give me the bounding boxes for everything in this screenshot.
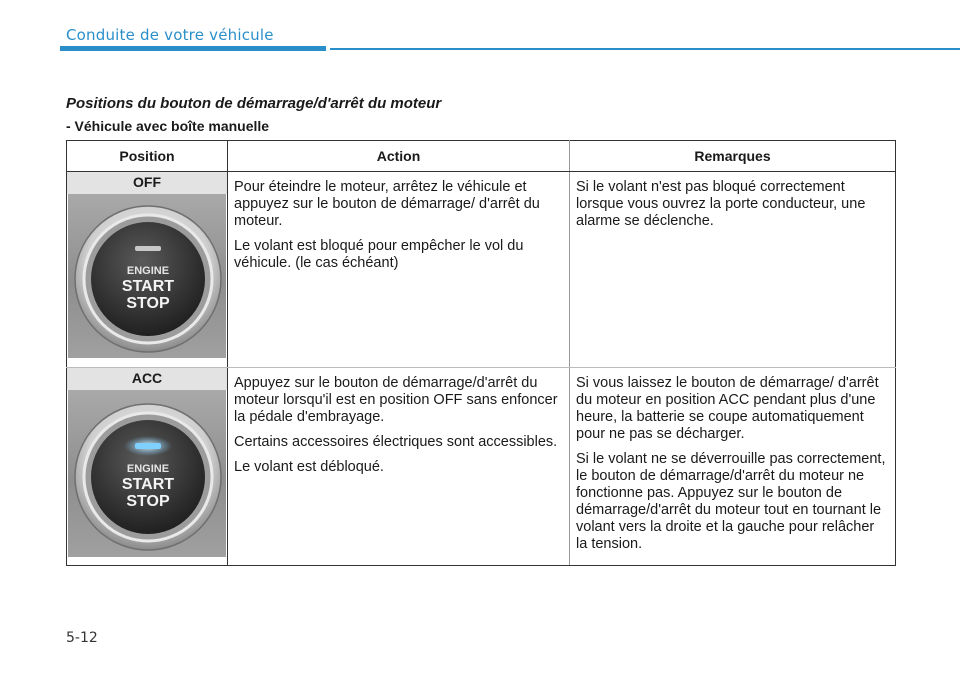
- engine-button-icon: [68, 390, 226, 557]
- button-label-start-off: START: [121, 278, 175, 295]
- column-header-action: Action: [228, 141, 570, 172]
- engine-start-stop-button-acc-image: [68, 390, 226, 557]
- column-header-remarks: Remarques: [570, 141, 896, 172]
- indicator-light-off: [135, 246, 161, 251]
- remarks-text: Si vous laissez le bouton de démarrage/ d'arrêt du moteur en position ACC pendant plus d'une heure, la batterie se coupe automatiquement pour ne pas se décharger.: [576, 375, 879, 442]
- page-number: 5-12: [66, 630, 98, 646]
- subsection-title: - Véhicule avec boîte manuelle: [66, 118, 270, 134]
- header-title: Conduite de votre véhicule: [66, 26, 274, 44]
- action-cell-off: [228, 172, 570, 368]
- remarks-cell-acc: [570, 368, 896, 566]
- table-row-acc: [67, 368, 896, 566]
- action-text: Certains accessoires électriques sont accessibles.: [234, 434, 558, 450]
- remarks-text: Si le volant n'est pas bloqué correctement lorsque vous ouvrez la porte conducteur, une alarme se déclenche.: [576, 179, 866, 229]
- remarks-cell-off: [570, 172, 896, 368]
- engine-start-stop-button-off-image: [68, 194, 226, 358]
- table-header-row: [67, 141, 896, 172]
- section-title: Positions du bouton de démarrage/d'arrêt du moteur: [66, 95, 442, 112]
- position-label-off: OFF: [67, 172, 227, 194]
- position-label-acc: ACC: [67, 368, 227, 390]
- action-cell-acc: [228, 368, 570, 566]
- button-label-stop-acc: STOP: [126, 493, 170, 510]
- remarks-text: Si le volant ne se déverrouille pas correctement, le bouton de démarrage/d'arrêt du moteur ne fonctionne pas. Appuyez sur le bouton de démarrage/d'arrêt du moteur tout en tournant le volant vers la droite et la gauche pour relâcher la tension.: [576, 451, 886, 552]
- positions-table: [66, 140, 896, 566]
- action-text: Le volant est débloqué.: [234, 459, 384, 475]
- button-label-start-acc: START: [121, 476, 175, 493]
- position-cell-off: [67, 172, 228, 368]
- action-text: Le volant est bloqué pour empêcher le vol du véhicule. (le cas échéant): [234, 238, 524, 271]
- button-label-engine-off: ENGINE: [126, 265, 170, 277]
- action-text: Pour éteindre le moteur, arrêtez le véhicule et appuyez sur le bouton de démarrage/ d'arrêt du moteur.: [234, 179, 540, 229]
- button-label-engine-acc: ENGINE: [126, 463, 170, 475]
- header-rule-thin: [330, 48, 960, 50]
- indicator-light-acc: [135, 443, 161, 449]
- header-rule-thick: [60, 46, 326, 51]
- engine-button-icon: [68, 194, 226, 358]
- button-label-stop-off: STOP: [126, 295, 170, 312]
- column-header-position: Position: [67, 141, 228, 172]
- table-row-off: [67, 172, 896, 368]
- action-text: Appuyez sur le bouton de démarrage/d'arrêt du moteur lorsqu'il est en position OFF sans enfoncer la pédale d'embrayage.: [234, 375, 558, 425]
- position-cell-acc: [67, 368, 228, 566]
